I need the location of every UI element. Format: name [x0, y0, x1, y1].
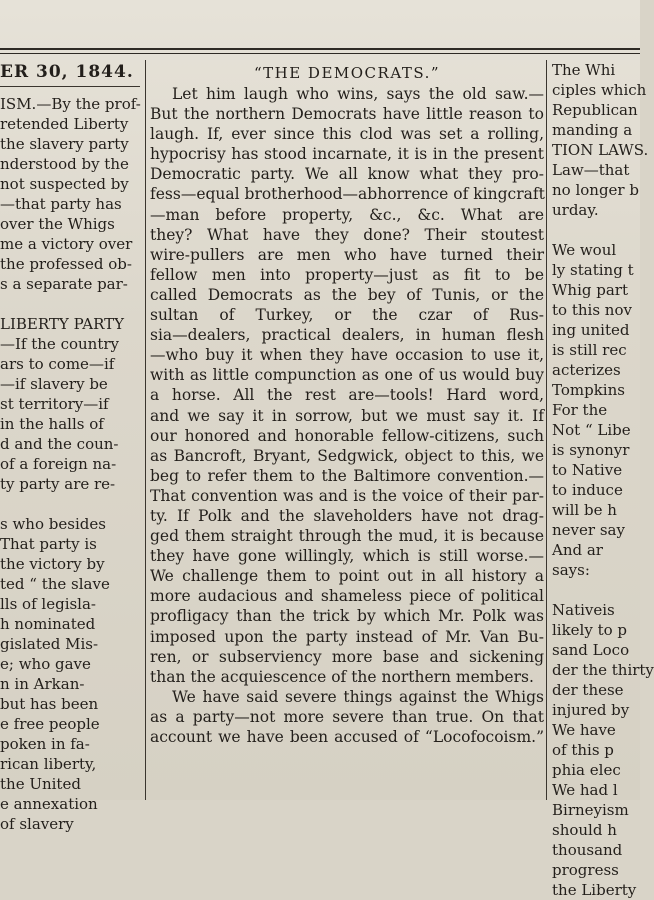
left-column-line: —If the country	[0, 335, 120, 353]
article-line: fellow men into property—just as fit to be	[150, 265, 544, 284]
right-column-line: The Whi	[552, 61, 616, 79]
right-column-line: We woul	[552, 241, 617, 259]
left-column-line: in the halls of	[0, 415, 104, 433]
right-column	[552, 60, 654, 900]
article-line: more audacious and shameless piece of political	[150, 587, 544, 606]
right-column-line: phia elec	[552, 761, 621, 779]
left-column-line: over the Whigs	[0, 215, 115, 233]
left-column-line: gislated Mis-	[0, 635, 99, 653]
article-line: and we say it in sorrow, but we must say it. If	[150, 406, 544, 425]
left-column-line: the victory by	[0, 555, 105, 573]
article-line: as Bancroft, Bryant, Sedgwick, object to this, we	[150, 446, 544, 465]
left-column-line: st territory—if	[0, 395, 109, 413]
left-column-line: of slavery	[0, 815, 74, 833]
article-line: than the acquiescence of the northern members.	[150, 667, 534, 686]
article-line: We challenge them to point out in all history a	[150, 567, 544, 586]
right-column-line: ciples which	[552, 81, 647, 99]
left-column-line: ted “ the slave	[0, 575, 110, 593]
article-line: ren, or subserviency more base and sickening	[150, 647, 544, 666]
left-column-line: n in Arkan-	[0, 675, 85, 693]
right-column-line: progress	[552, 861, 619, 879]
left-column-line: d and the coun-	[0, 435, 119, 453]
right-column-line: der these	[552, 681, 624, 699]
left-column-line: h nominated	[0, 615, 96, 633]
article-line: our honored and honorable fellow-citizens, such	[150, 426, 544, 445]
right-column-line: is still rec	[552, 341, 627, 359]
right-column-line: thousand	[552, 841, 623, 859]
right-column-line: to Native	[552, 461, 623, 479]
left-column-line: rican liberty,	[0, 755, 97, 773]
right-column-line: Whig part	[552, 281, 628, 299]
masthead-rule-thin	[0, 53, 640, 54]
right-column-line	[552, 580, 640, 600]
article-line: beg to refer them to the Baltimore convention.—	[150, 466, 544, 485]
right-column-line: Tompkins	[552, 381, 625, 399]
right-column-line: Not “ Libe	[552, 421, 631, 439]
right-column-line: Republican	[552, 101, 638, 119]
right-column-line: acterizes	[552, 361, 621, 379]
article-line: hypocrisy has stood incarnate, it is in the present	[150, 145, 544, 164]
left-column-line: the professed ob-	[0, 255, 132, 273]
left-column-line: That party is	[0, 535, 97, 553]
right-column-line: of this p	[552, 741, 614, 759]
article-line: But the northern Democrats have little reason to	[150, 105, 544, 124]
right-column-line: ly stating t	[552, 261, 634, 279]
right-column-line: should h	[552, 821, 617, 839]
left-column-line: —if slavery be	[0, 375, 108, 393]
right-column-line: will be h	[552, 501, 617, 519]
article-line: profligacy than the trick by which Mr. Polk was	[150, 607, 544, 626]
left-column-line	[0, 294, 142, 314]
left-column-line: the slavery party	[0, 135, 129, 153]
left-column-line: e annexation	[0, 795, 98, 813]
article-line: We have said severe things against the Whigs	[172, 687, 544, 706]
right-column-line: no longer b	[552, 181, 639, 199]
article-line: fess—equal brotherhood—abhorrence of kingcraft	[150, 185, 545, 204]
article-line: sia—dealers, practical dealers, in human flesh	[150, 326, 544, 345]
article-line: ged them straight through the mud, it is because	[150, 527, 544, 546]
column-rule-right	[546, 60, 547, 800]
left-column-line: s a separate par-	[0, 275, 128, 293]
right-column-line: Birneyism	[552, 801, 629, 819]
article-line: Let him laugh who wins, says the old saw.—	[172, 85, 544, 103]
left-column-line: e free people	[0, 715, 100, 733]
article-line: they have gone willingly, which is still worse.—	[150, 547, 544, 566]
article-line: —who buy it when they have occasion to use it,	[150, 346, 544, 365]
left-column-line: LIBERTY PARTY	[0, 315, 125, 333]
left-column-line: ISM.—By the prof-	[0, 95, 141, 113]
column-rule-left	[145, 60, 146, 800]
right-column-line: We have	[552, 721, 616, 739]
left-column-line: nderstood by the	[0, 155, 129, 173]
masthead-rule	[0, 48, 640, 50]
article-line: imposed upon the party instead of Mr. Van Bu-	[150, 627, 544, 646]
left-column-line: lls of legisla-	[0, 595, 96, 613]
right-column-line: urday.	[552, 201, 599, 219]
article-line: Democratic party. We all know what they pro-	[150, 165, 544, 184]
left-column-line: the United	[0, 775, 81, 793]
article-line: as a party—not more severe than true. On that	[150, 707, 544, 726]
left-column-line: retended Liberty	[0, 115, 129, 133]
article-line: wire-pullers are men who have turned their	[150, 245, 544, 264]
article-line: called Democrats as the bey of Tunis, or the	[150, 285, 544, 304]
right-column-line: Law—that	[552, 161, 630, 179]
right-column-line: injured by	[552, 701, 630, 719]
right-column-line: to induce	[552, 481, 623, 499]
right-column-line: to this nov	[552, 301, 632, 319]
right-column-line: der the thirty	[552, 661, 654, 679]
right-column-line: manding a	[552, 121, 633, 139]
right-column-line: sand Loco	[552, 641, 630, 659]
article-line: laugh. If, ever since this clod was set a rolling,	[150, 125, 544, 144]
right-column-line: TION LAWS.	[552, 141, 649, 159]
left-column-line: me a victory over	[0, 235, 133, 253]
article-paragraph-1	[150, 84, 544, 687]
right-column-line: ing united	[552, 321, 630, 339]
article-line: with as little compunction as one of us would buy	[150, 366, 544, 385]
left-column	[0, 94, 142, 834]
left-column-line: —that party has	[0, 195, 122, 213]
right-column-line: is synonyr	[552, 441, 630, 459]
left-column-line: ty party are re-	[0, 475, 116, 493]
left-column-line: of a foreign na-	[0, 455, 117, 473]
article-line: ty. If Polk and the slaveholders have not drag-	[150, 506, 544, 525]
left-column-line: not suspected by	[0, 175, 129, 193]
right-column-line: We had l	[552, 781, 618, 799]
left-column-line: s who besides	[0, 515, 106, 533]
left-column-line: but has been	[0, 695, 99, 713]
right-column-line: never say	[552, 521, 625, 539]
left-column-line: e; who gave	[0, 655, 91, 673]
right-column-line: likely to p	[552, 621, 628, 639]
article-line: That convention was and is the voice of their par-	[150, 486, 544, 505]
right-column-line	[552, 220, 640, 240]
article-line: sultan of Turkey, or the czar of Rus-	[150, 306, 544, 325]
left-column-line	[0, 494, 142, 514]
right-column-line: the Liberty	[552, 881, 637, 899]
article-line: a horse. All the rest are—tools! Hard word,	[150, 386, 544, 405]
article-line: they? What have they done? Their stoutest	[150, 225, 544, 244]
article-headline: “THE DEMOCRATS.”	[253, 64, 441, 82]
masthead-date: ER 30, 1844.	[0, 62, 134, 82]
article-paragraph-2	[150, 687, 544, 747]
right-column-line: For the	[552, 401, 608, 419]
article-line: account we have been accused of “Locofocoism.”	[150, 728, 544, 746]
article-line: —man before property, &c., &c. What are	[150, 205, 544, 224]
right-column-line: says:	[552, 561, 590, 579]
left-column-line: ars to come—if	[0, 355, 115, 373]
right-column-line: And ar	[552, 541, 603, 559]
right-column-line: Nativeis	[552, 601, 615, 619]
left-column-line: poken in fa-	[0, 735, 90, 753]
article-column	[150, 62, 544, 747]
date-underline	[0, 86, 140, 87]
